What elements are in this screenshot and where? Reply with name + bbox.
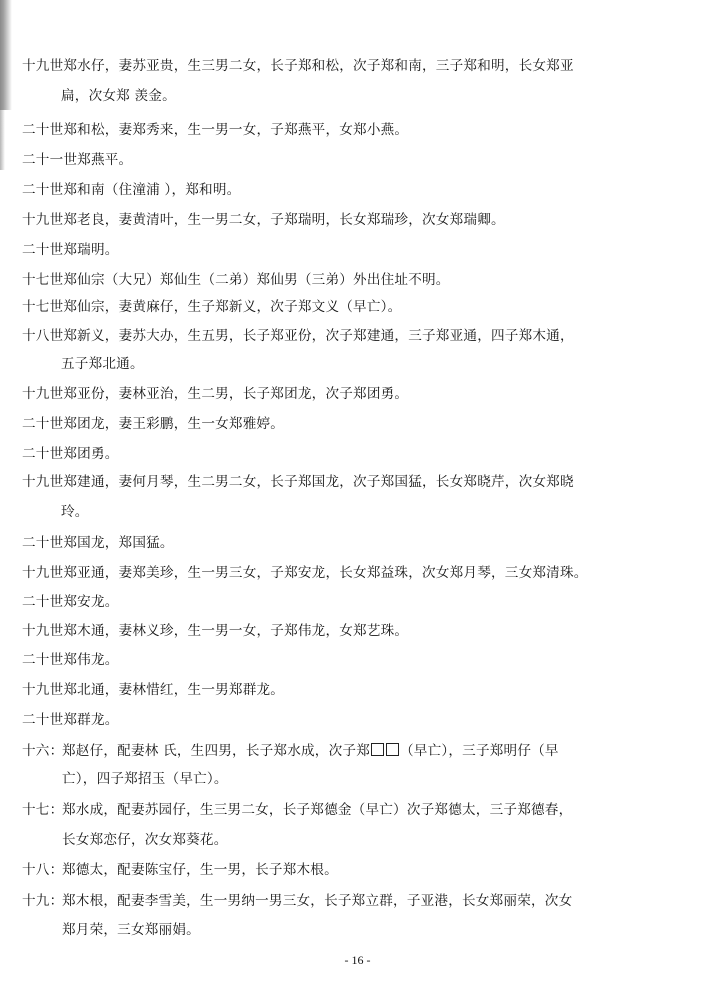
illegible-character-box xyxy=(386,743,399,756)
genealogy-line: 二十世郑团勇。 xyxy=(22,446,119,462)
genealogy-line: 二十世郑团龙，妻王彩鹏，生一女郑雅婷。 xyxy=(22,416,285,432)
genealogy-line: 二十世郑安龙。 xyxy=(22,594,119,610)
generation-entry-continuation: 亡），四子郑招玉（早亡）。 xyxy=(62,771,228,787)
generation-entry-prefix: 十九： xyxy=(22,893,64,909)
generation-entry-prefix: 十八： xyxy=(22,862,64,878)
genealogy-line: 二十世郑和松，妻郑秀来，生一男一女，子郑燕平，女郑小燕。 xyxy=(22,122,409,138)
generation-entry-prefix: 十六： xyxy=(22,743,64,759)
genealogy-line: 十九世郑木通，妻林义珍，生一男一女，子郑伟龙，女郑艺珠。 xyxy=(22,623,409,639)
genealogy-line: 二十世郑和南（住潼浦 ），郑和明。 xyxy=(22,182,241,198)
genealogy-line: 二十世郑瑞明。 xyxy=(22,242,119,258)
generation-entry-line: 郑水成，配妻苏园仔，生三男二女，长子郑德金（早亡）次子郑德太，三子郑德春， xyxy=(62,802,573,818)
generation-entry-text: （早亡），三子郑明仔（早 xyxy=(399,743,559,759)
genealogy-line-continuation: 五子郑北通。 xyxy=(61,356,144,372)
generation-entry-line: 郑德太，配妻陈宝仔，生一男，长子郑木根。 xyxy=(62,862,338,878)
genealogy-line: 二十世郑国龙，郑国猛。 xyxy=(22,535,174,551)
genealogy-line: 十九世郑亚份，妻林亚治，生二男，长子郑团龙，次子郑团勇。 xyxy=(22,386,409,402)
page-number: - 16 - xyxy=(344,953,371,967)
genealogy-line-continuation: 扁，次女郑 羡金。 xyxy=(61,88,176,104)
genealogy-line: 十九世郑亚通，妻郑美珍，生一男三女，子郑安龙，长女郑益珠，次女郑月琴，三女郑清珠。 xyxy=(22,565,588,581)
genealogy-line: 十九世郑水仔，妻苏亚贵，生三男二女，长子郑和松，次子郑和南，三子郑和明，长女郑亚 xyxy=(22,58,574,74)
genealogy-line: 十八世郑新义，妻苏大办，生五男，长子郑亚份，次子郑建通，三子郑亚通，四子郑木通， xyxy=(22,328,574,344)
genealogy-line-continuation: 玲。 xyxy=(61,504,89,520)
generation-entry-line: 郑木根，配妻李雪美，生一男纳一男三女，长子郑立群，子亚港，长女郑丽荣，次女 xyxy=(62,893,573,909)
genealogy-line: 十七世郑仙宗，妻黄麻仔，生子郑新义，次子郑文义（早亡）。 xyxy=(22,299,402,315)
generation-entry-line xyxy=(62,737,559,766)
generation-entry-continuation: 郑月荣，三女郑丽娟。 xyxy=(62,922,200,938)
generation-entry-prefix: 十七： xyxy=(22,802,64,818)
genealogy-line: 十七世郑仙宗（大兄）郑仙生（二弟）郑仙男（三弟）外出住址不明。 xyxy=(22,272,450,288)
generation-entry-text: 郑赵仔，配妻林 氏，生四男，长子郑水成，次子郑 xyxy=(62,743,370,759)
genealogy-line: 二十世郑伟龙。 xyxy=(22,652,119,668)
genealogy-line: 十九世郑建通，妻何月琴，生二男二女，长子郑国龙，次子郑国猛，长女郑晓芹，次女郑晓 xyxy=(22,474,574,490)
genealogy-line: 二十世郑群龙。 xyxy=(22,712,119,728)
genealogy-line: 十九世郑老良，妻黄清叶，生一男二女，子郑瑞明，长女郑瑞珍，次女郑瑞卿。 xyxy=(22,212,505,228)
scan-shadow-edge-lower xyxy=(0,110,5,170)
genealogy-line: 十九世郑北通，妻林惜红，生一男郑群龙。 xyxy=(22,682,285,698)
scan-shadow-edge xyxy=(0,0,12,110)
generation-entry-continuation: 长女郑恋仔，次女郑葵花。 xyxy=(62,832,228,848)
genealogy-line: 二十一世郑燕平。 xyxy=(22,152,133,168)
illegible-character-box xyxy=(371,743,384,756)
